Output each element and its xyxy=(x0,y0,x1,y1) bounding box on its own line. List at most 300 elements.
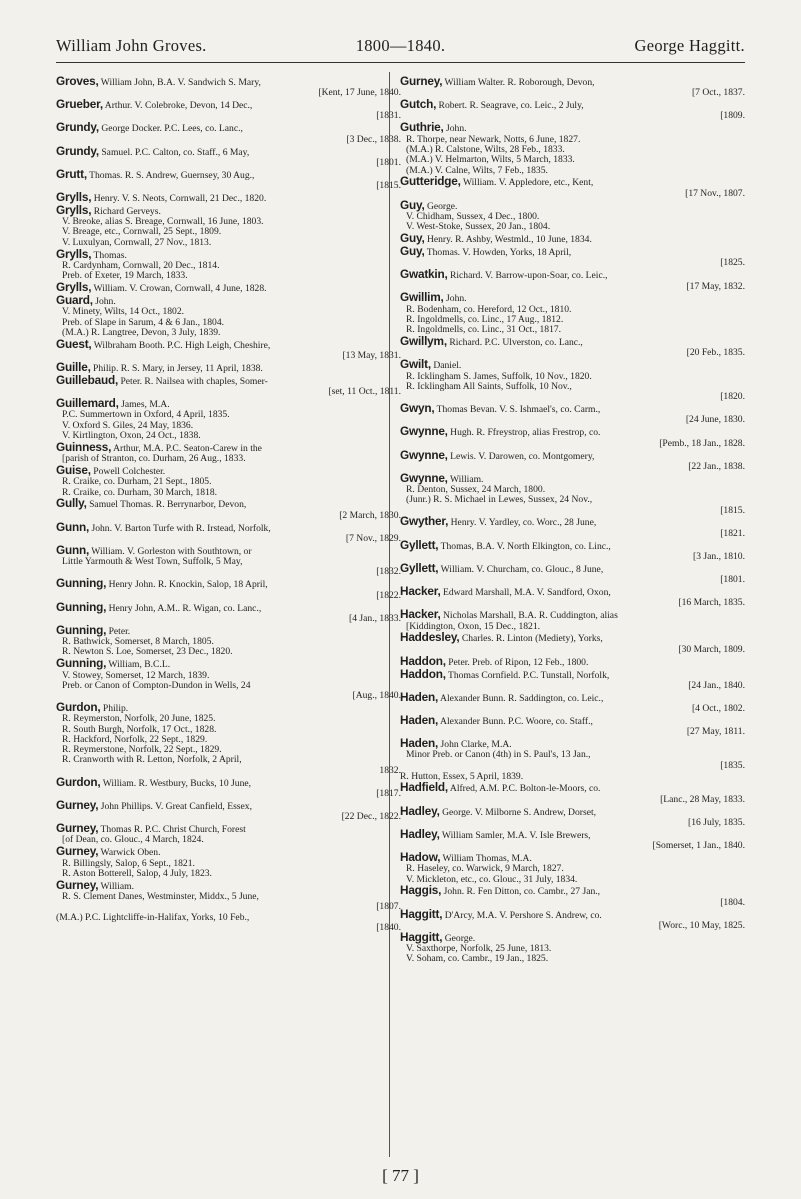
entry-first-line xyxy=(400,885,745,897)
entry-name: Guard, xyxy=(56,292,93,307)
entry-date-continuation: [1820. xyxy=(720,391,745,403)
entry-line: P.C. Summertown in Oxford, 4 April, 1835. xyxy=(62,410,230,421)
entry-first-line xyxy=(400,197,745,212)
entry-first-line xyxy=(56,465,401,477)
directory-entry xyxy=(56,122,401,145)
directory-entry xyxy=(56,99,401,122)
entry-text: Henry. V. S. Neots, Cornwall, 21 Dec., 1820. xyxy=(91,192,267,204)
directory-entry xyxy=(400,852,745,885)
entry-date-continuation: [17 Nov., 1807. xyxy=(685,187,745,199)
entry-text: Richard. P.C. Ulverston, co. Lanc., xyxy=(446,337,583,349)
directory-entry xyxy=(400,470,745,516)
entry-name: Guy, xyxy=(400,231,425,246)
entry-name: Gully, xyxy=(56,496,87,511)
directory-entry xyxy=(400,609,745,632)
entry-line: Little Yarmouth & West Town, Suffolk, 5 May, xyxy=(62,557,243,568)
entry-text: William. xyxy=(447,473,484,485)
entry-name: Hadow, xyxy=(400,850,441,864)
right-column xyxy=(400,76,745,965)
directory-entry xyxy=(56,622,401,658)
entry-first-line xyxy=(56,846,401,858)
entry-date-continuation: [30 March, 1809. xyxy=(678,643,745,655)
entry-name: Gyllett, xyxy=(400,537,439,552)
entry-text: William Walter. R. Roborough, Devon, xyxy=(442,77,595,88)
entry-text: William John, B.A. V. Sandwich S. Mary, xyxy=(98,77,261,88)
header-rule xyxy=(56,62,745,63)
entry-date-continuation: [24 June, 1830. xyxy=(685,414,745,426)
entry-text: John. V. Barton Turfe with R. Irstead, Norfolk, xyxy=(89,522,271,534)
entry-name: Gwilt, xyxy=(400,357,431,372)
entry-line: R. Craike, co. Durham, 21 Sept., 1805. xyxy=(62,477,212,488)
directory-entry xyxy=(400,76,745,99)
header-middle: 1800—1840. xyxy=(355,36,446,55)
entry-name: Gwatkin, xyxy=(400,267,448,282)
entry-date-continuation: [22 Dec., 1822. xyxy=(341,811,401,823)
entry-text: Thomas. xyxy=(91,249,127,261)
entry-first-line xyxy=(56,122,401,134)
entry-name: Grylls, xyxy=(56,280,92,295)
entry-name: Hacker, xyxy=(400,607,441,622)
entry-line: V. Soham, co. Cambr., 19 Jan., 1825. xyxy=(406,954,549,965)
directory-entry xyxy=(400,336,745,359)
entry-first-line xyxy=(400,269,745,281)
directory-entry xyxy=(56,202,401,248)
entry-line: V. Kirtlington, Oxon, 24 Oct., 1838. xyxy=(62,430,201,441)
entry-line: R. Cardynham, Cornwall, 20 Dec., 1814. xyxy=(62,260,220,271)
entry-first-line xyxy=(56,498,401,510)
entry-name: Gurney, xyxy=(400,74,443,88)
entry-first-line xyxy=(56,99,401,111)
directory-entry xyxy=(400,826,745,852)
directory-entry xyxy=(400,269,745,292)
entry-name: Guthrie, xyxy=(400,120,444,135)
entry-name: Gunning, xyxy=(56,599,107,614)
directory-entry xyxy=(400,803,745,829)
entry-text: Lewis. V. Darowen, co. Montgomery, xyxy=(447,450,595,462)
directory-entry xyxy=(56,189,401,204)
entry-text: George Docker. P.C. Lees, co. Lanc., xyxy=(98,123,243,135)
entry-name: Hadley, xyxy=(400,803,440,818)
directory-entry xyxy=(56,658,401,701)
entry-date-continuation: [Kent, 17 June, 1840. xyxy=(318,87,401,99)
entry-text: Warwick Oben. xyxy=(98,847,161,859)
entry-text: John. xyxy=(443,123,467,135)
entry-first-line xyxy=(56,774,401,789)
entry-first-line xyxy=(56,913,401,923)
entry-text: William. R. Westbury, Bucks, 10 June, xyxy=(100,777,252,789)
entry-date-continuation: [1815. xyxy=(720,504,745,516)
entry-line: V. West-Stoke, Sussex, 20 Jan., 1804. xyxy=(406,222,551,233)
entry-text: Alfred, A.M. P.C. Bolton-le-Moors, co. xyxy=(448,783,601,795)
directory-entry xyxy=(400,653,745,668)
entry-name: Gutteridge, xyxy=(400,174,461,189)
entry-text: George. V. Milborne S. Andrew, Dorset, xyxy=(439,806,597,818)
entry-text: John Phillips. V. Great Canfield, Essex, xyxy=(98,800,252,812)
entry-text: William. V. Gorleston with Southtown, or xyxy=(89,545,252,557)
header-left: William John Groves. xyxy=(56,36,207,55)
entry-first-line xyxy=(56,439,401,454)
entry-text: Peter. R. Nailsea with chaples, Somer- xyxy=(118,375,268,387)
entry-date-continuation: [set, 11 Oct., 1811. xyxy=(328,386,401,398)
directory-entry xyxy=(400,738,745,771)
entry-text: William Thomas, M.A. xyxy=(440,853,532,864)
entry-first-line xyxy=(56,699,401,714)
entry-date-continuation: [4 Jan., 1833. xyxy=(349,612,401,624)
entry-name: Gwyther, xyxy=(400,514,449,529)
entry-text: George. xyxy=(424,200,458,212)
entry-first-line xyxy=(56,202,401,217)
entry-line: V. Saxthorpe, Norfolk, 25 June, 1813. xyxy=(406,944,552,955)
directory-entry xyxy=(400,197,745,233)
entry-name: Gurdon, xyxy=(56,774,101,789)
directory-entry xyxy=(400,772,745,782)
entry-name: Guillemard, xyxy=(56,396,119,411)
entry-line: R. S. Clement Danes, Westminster, Middx., 5 June, xyxy=(62,892,259,902)
entry-name: Gurney, xyxy=(56,844,99,859)
entry-line: [of Dean, co. Glouc., 4 March, 1824. xyxy=(62,835,204,846)
directory-entry xyxy=(56,877,401,913)
entry-text: Richard. V. Barrow-upon-Soar, co. Leic., xyxy=(447,270,608,282)
entry-text: Henry. V. Yardley, co. Worc., 28 June, xyxy=(448,517,597,529)
entry-name: Grundy, xyxy=(56,143,99,158)
entry-first-line xyxy=(400,560,745,575)
entry-first-line xyxy=(400,782,745,794)
entry-first-line xyxy=(56,189,401,204)
entry-text: Samuel Thomas. R. Berrynarbor, Devon, xyxy=(86,499,247,511)
entry-name: Haden, xyxy=(400,712,439,727)
directory-entry xyxy=(400,632,745,655)
entry-name: Guise, xyxy=(56,463,91,477)
entry-line: V. Oxford S. Giles, 24 May, 1836. xyxy=(62,420,194,431)
entry-line: V. Chidham, Sussex, 4 Dec., 1800. xyxy=(406,211,540,222)
entry-date-continuation: [1835. xyxy=(720,759,745,771)
entry-date-continuation: [1832. xyxy=(376,566,401,578)
entry-line: V. Mickleton, etc., co. Glouc., 31 July, 1834. xyxy=(406,874,578,885)
directory-entry xyxy=(400,292,745,335)
entry-line: R. Ingoldmells, co. Linc., 17 Aug., 1812. xyxy=(406,314,564,325)
entry-name: Grueber, xyxy=(56,97,103,112)
entry-first-line xyxy=(400,233,745,245)
left-column xyxy=(56,76,401,934)
entry-date-continuation: [20 Feb., 1835. xyxy=(686,347,745,359)
entry-line: R. Cranworth with R. Letton, Norfolk, 2 April, xyxy=(62,755,242,766)
entry-text: William. V. Crowan, Cornwall, 4 June, 1828. xyxy=(91,283,267,295)
entry-text: Daniel. xyxy=(430,360,462,372)
directory-entry xyxy=(56,578,401,601)
directory-entry xyxy=(56,282,401,294)
entry-text: Thomas Cornfield. P.C. Tunstall, Norfolk, xyxy=(445,669,610,681)
entry-text: Wilbraham Booth. P.C. High Leigh, Cheshire, xyxy=(91,339,271,351)
directory-entry xyxy=(56,774,401,800)
entry-text: John. xyxy=(92,295,116,307)
entry-first-line xyxy=(56,398,401,410)
entry-name: Gunn, xyxy=(56,542,90,557)
directory-entry xyxy=(56,439,401,465)
directory-entry xyxy=(400,359,745,402)
entry-first-line xyxy=(400,99,745,111)
entry-text: (M.A.) P.C. Lightcliffe-in-Halifax, Yorks, 10 Feb., xyxy=(56,912,250,924)
entry-text: Thomas. R. S. Andrew, Guernsey, 30 Aug., xyxy=(86,169,255,181)
entry-date-continuation: [1822. xyxy=(376,589,401,601)
entry-date-continuation: [2 March, 1830. xyxy=(339,509,401,521)
entry-date-continuation: [1801. xyxy=(376,156,401,168)
entry-name: Haddon, xyxy=(400,653,446,668)
entry-date-continuation: [1825. xyxy=(720,257,745,269)
entry-name: Guest, xyxy=(56,336,92,351)
entry-date-continuation: [1801. xyxy=(720,574,745,586)
directory-entry xyxy=(56,372,401,398)
directory-entry xyxy=(400,689,745,715)
entry-line: (Junr.) R. S. Michael in Lewes, Sussex, 24 Nov., xyxy=(406,495,593,506)
entry-line: (M.A.) R. Calstone, Wilts, 28 Feb., 1833. xyxy=(406,144,565,155)
entry-line: V. Minety, Wilts, 14 Oct., 1802. xyxy=(62,307,185,318)
entry-text: Alexander Bunn. P.C. Woore, co. Staff., xyxy=(438,715,593,727)
entry-name: Gunning, xyxy=(56,656,107,671)
entry-text: William, B.C.L. xyxy=(106,659,171,671)
entry-date-continuation: [24 Jan., 1840. xyxy=(688,679,745,691)
entry-first-line xyxy=(400,447,745,462)
directory-entry xyxy=(56,599,401,625)
entry-line: R. Bathwick, Somerset, 8 March, 1805. xyxy=(62,637,214,648)
entry-line: V. Stowey, Somerset, 12 March, 1839. xyxy=(62,670,210,681)
running-header xyxy=(56,36,745,62)
entry-line: Preb. of Exeter, 19 March, 1833. xyxy=(62,271,188,282)
entry-date-continuation: [3 Jan., 1810. xyxy=(693,550,745,562)
directory-entry xyxy=(400,403,745,426)
entry-text: Alexander Bunn. R. Saddington, co. Leic., xyxy=(438,692,604,704)
entry-date-continuation: [Worc., 10 May, 1825. xyxy=(658,919,745,931)
entry-name: Gwillim, xyxy=(400,290,444,305)
entry-name: Haden, xyxy=(400,736,439,751)
entry-line: (M.A.) V. Calne, Wilts, 7 Feb., 1835. xyxy=(406,165,548,176)
directory-entry xyxy=(400,447,745,473)
directory-entry xyxy=(400,712,745,738)
entry-date-continuation: [13 May, 1831. xyxy=(342,350,401,362)
entry-text: George. xyxy=(442,932,476,944)
directory-entry xyxy=(400,560,745,586)
entry-text: Thomas R. P.C. Christ Church, Forest xyxy=(98,824,246,836)
entry-date-continuation: [Aug., 1840. xyxy=(352,690,401,702)
entry-text: Charles. R. Linton (Mediety), Yorks, xyxy=(459,633,603,645)
entry-first-line xyxy=(400,246,745,258)
entry-line: Minor Preb. or Canon (4th) in S. Paul's, 13 Jan., xyxy=(406,750,591,761)
entry-first-line xyxy=(400,426,745,438)
entry-text: Peter. xyxy=(106,625,131,637)
entry-name: Guille, xyxy=(56,359,91,374)
entry-name: Gunning, xyxy=(56,622,107,637)
entry-line: R. South Burgh, Norfolk, 17 Oct., 1828. xyxy=(62,724,217,735)
entry-first-line xyxy=(56,658,401,670)
entry-name: Gwyn, xyxy=(400,401,435,416)
entry-name: Hacker, xyxy=(400,584,441,599)
directory-entry xyxy=(56,498,401,521)
directory-entry xyxy=(400,99,745,122)
entry-date-continuation: 1832. xyxy=(379,764,401,776)
entry-line: [Kiddington, Oxon, 15 Dec., 1821. xyxy=(406,621,541,632)
entry-date-continuation: [27 May, 1811. xyxy=(686,726,745,738)
entry-first-line xyxy=(56,877,401,892)
entry-text: Powell Colchester. xyxy=(90,466,166,477)
entry-line: R. Icklingham S. James, Suffolk, 10 Nov., 1820. xyxy=(406,371,592,382)
directory-entry xyxy=(400,246,745,269)
entry-name: Gutch, xyxy=(400,97,437,112)
entry-date-continuation: [16 March, 1835. xyxy=(678,597,745,609)
entry-name: Haddon, xyxy=(400,666,446,681)
entry-name: Gurney, xyxy=(56,877,99,892)
directory-entry xyxy=(400,666,745,692)
entry-text: Hugh. R. Ffreystrop, alias Frestrop, co. xyxy=(447,427,601,439)
entry-text: Thomas, B.A. V. North Elkington, co. Linc., xyxy=(438,540,611,552)
entry-text: William. xyxy=(98,880,134,892)
directory-entry xyxy=(56,76,401,99)
entry-line: R. Bodenham, co. Hereford, 12 Oct., 1810. xyxy=(406,304,572,315)
page-number: [ 77 ] xyxy=(382,1166,419,1185)
entry-name: Grundy, xyxy=(56,120,99,135)
entry-name: Grutt, xyxy=(56,166,87,181)
entry-text: Edward Marshall, M.A. V. Sandford, Oxon, xyxy=(440,587,611,599)
entry-date-continuation: [1821. xyxy=(720,527,745,539)
entry-line: V. Breoke, alias S. Breage, Cornwall, 16 June, 1803. xyxy=(62,217,264,228)
entry-text: Henry John, A.M.. R. Wigan, co. Lanc., xyxy=(106,602,262,614)
entry-first-line xyxy=(400,516,745,528)
directory-entry xyxy=(56,913,401,934)
entry-name: Gwillym, xyxy=(400,334,447,349)
entry-first-line xyxy=(400,852,745,864)
entry-name: Hadfield, xyxy=(400,780,449,795)
entry-text: Samuel. P.C. Calton, co. Staff., 6 May, xyxy=(98,146,250,158)
entry-date-continuation: [22 Jan., 1838. xyxy=(688,460,745,472)
entry-name: Haggis, xyxy=(400,883,442,898)
entry-date-continuation: [16 July, 1835. xyxy=(688,816,745,828)
directory-entry xyxy=(400,426,745,449)
entry-date-continuation: [4 Oct., 1802. xyxy=(691,702,745,714)
directory-entry xyxy=(56,465,401,498)
directory-entry xyxy=(400,586,745,609)
entry-name: Haggitt, xyxy=(400,929,443,944)
entry-first-line xyxy=(400,738,745,750)
entry-date-continuation: [1817. xyxy=(376,787,401,799)
entry-line: Preb. of Slape in Sarum, 4 & 6 Jan., 1804. xyxy=(62,317,225,328)
entry-text: Richard Gerveys. xyxy=(91,205,161,217)
entry-date-continuation: [1815. xyxy=(376,180,401,192)
directory-entry xyxy=(400,233,745,245)
entry-date-continuation: [7 Nov., 1829. xyxy=(345,532,401,544)
entry-line: R. Ingoldmells, co. Linc., 31 Oct., 1817. xyxy=(406,325,562,336)
directory-entry xyxy=(56,398,401,441)
entry-name: Gunn, xyxy=(56,519,90,534)
entry-text: John. R. Fen Ditton, co. Cambr., 27 Jan., xyxy=(441,886,601,898)
entry-text: James, M.A. xyxy=(118,399,170,411)
entry-line: V. Luxulyan, Cornwall, 27 Nov., 1813. xyxy=(62,237,212,248)
entry-line: R. Haseley, co. Warwick, 9 March, 1827. xyxy=(406,864,564,875)
entry-text: Arthur. V. Colebroke, Devon, 14 Dec., xyxy=(102,100,253,112)
entry-text: Nicholas Marshall, B.A. R. Cuddington, alias xyxy=(440,610,618,622)
entry-line: (M.A.) V. Helmarton, Wilts, 5 March, 1833. xyxy=(406,155,575,166)
entry-first-line xyxy=(56,823,401,835)
entry-name: Gwynne, xyxy=(400,470,448,485)
entry-name: Groves, xyxy=(56,74,99,88)
entry-text: John Clarke, M.A. xyxy=(438,739,512,751)
entry-line: V. Breage, etc., Cornwall, 25 Sept., 1809. xyxy=(62,227,222,238)
entry-name: Grylls, xyxy=(56,202,92,217)
entry-first-line xyxy=(400,666,745,681)
directory-entry xyxy=(400,516,745,539)
entry-text: Peter. Preb. of Ripon, 12 Feb., 1800. xyxy=(445,656,589,668)
entry-text: John. xyxy=(443,293,467,305)
entry-date-continuation: [1840. xyxy=(376,922,401,934)
entry-name: Haden, xyxy=(400,689,439,704)
directory-entry xyxy=(400,537,745,563)
entry-first-line xyxy=(56,622,401,637)
entry-first-line xyxy=(400,929,745,944)
directory-entry xyxy=(56,846,401,879)
entry-first-line xyxy=(400,292,745,304)
entry-text: William. V. Appledore, etc., Kent, xyxy=(460,177,594,189)
entry-name: Guy, xyxy=(400,244,425,259)
entry-first-line xyxy=(56,542,401,557)
entry-name: Gurney, xyxy=(56,821,99,836)
entry-date-continuation: [1809. xyxy=(720,110,745,122)
entry-name: Grylls, xyxy=(56,246,92,261)
directory-entry xyxy=(56,699,401,776)
entry-line: R. Newton S. Loe, Somerset, 23 Dec., 1820. xyxy=(62,647,233,658)
directory-entry xyxy=(56,246,401,282)
directory-entry xyxy=(56,542,401,578)
entry-text: Arthur, M.A. P.C. Seaton-Carew in the xyxy=(111,442,262,454)
entry-line: R. Hackford, Norfolk, 22 Sept., 1829. xyxy=(62,734,208,745)
entry-line: R. Reymerstone, Norfolk, 22 Sept., 1829. xyxy=(62,745,222,756)
entry-text: R. Hutton, Essex, 5 April, 1839. xyxy=(400,770,524,782)
entry-name: Haddesley, xyxy=(400,630,460,645)
entry-first-line xyxy=(400,609,745,621)
directory-entry xyxy=(56,823,401,846)
entry-date-continuation: [3 Dec., 1838. xyxy=(346,133,401,145)
entry-name: Gurdon, xyxy=(56,699,101,714)
entry-first-line xyxy=(56,578,401,590)
entry-text: D'Arcy, M.A. V. Pershore S. Andrew, co. xyxy=(442,909,602,921)
entry-name: Gwynne, xyxy=(400,424,448,439)
header-right: George Haggitt. xyxy=(634,36,745,55)
entry-first-line xyxy=(400,632,745,644)
entry-name: Guillebaud, xyxy=(56,372,119,387)
entry-first-line xyxy=(56,246,401,261)
entry-text: Thomas. V. Howden, Yorks, 18 April, xyxy=(424,247,572,259)
entry-text: Philip. R. S. Mary, in Jersey, 11 April, 1838. xyxy=(90,362,263,374)
entry-first-line xyxy=(400,470,745,485)
entry-name: Gyllett, xyxy=(400,560,439,575)
directory-entry xyxy=(400,782,745,805)
entry-first-line xyxy=(56,143,401,158)
entry-first-line xyxy=(400,772,745,782)
entry-text: William Samler, M.A. V. Isle Brewers, xyxy=(439,829,591,841)
entry-date-continuation: [1804. xyxy=(720,896,745,908)
directory-entry xyxy=(56,336,401,362)
entry-line: R. Billingsly, Salop, 6 Sept., 1821. xyxy=(62,858,195,869)
directory-entry xyxy=(400,176,745,199)
entry-line: Preb. or Canon of Compton-Dundon in Wells, 24 xyxy=(62,680,251,691)
directory-entry xyxy=(56,519,401,545)
entry-text: Henry John. R. Knockin, Salop, 18 April, xyxy=(106,579,268,591)
entry-first-line xyxy=(400,653,745,668)
directory-entry xyxy=(56,143,401,169)
entry-name: Guy, xyxy=(400,197,425,212)
entry-first-line xyxy=(400,359,745,371)
entry-line: R. Thorpe, near Newark, Notts, 6 June, 1827. xyxy=(406,134,581,145)
entry-name: Gunning, xyxy=(56,576,107,591)
entry-name: Guinness, xyxy=(56,439,112,454)
entry-first-line xyxy=(400,122,745,134)
entry-date-continuation: [7 Oct., 1837. xyxy=(691,87,745,99)
